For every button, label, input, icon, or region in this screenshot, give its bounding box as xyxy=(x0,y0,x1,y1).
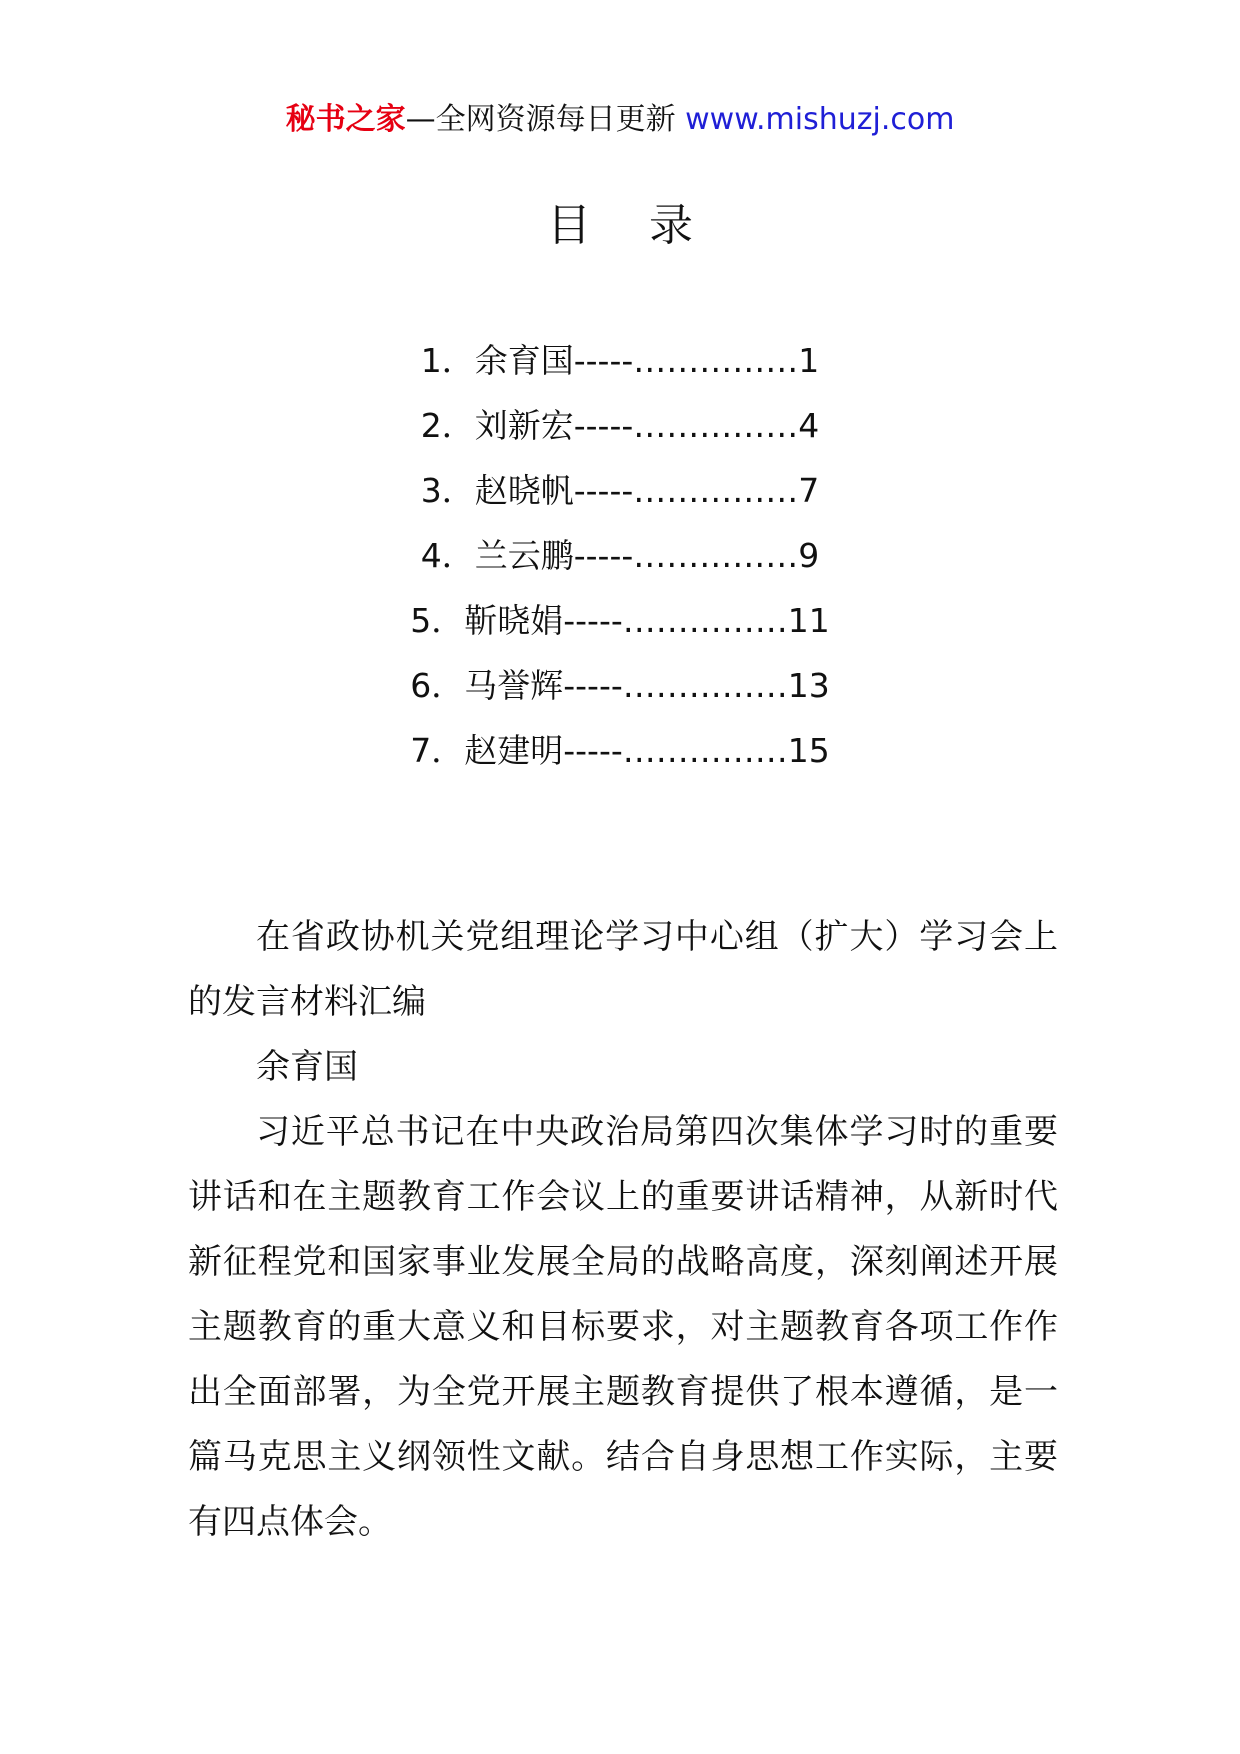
speaker-name: 余育国 xyxy=(256,1047,358,1087)
toc-list xyxy=(0,328,1240,783)
toc-item[interactable]: 6．马誉辉-----……………13 xyxy=(410,666,830,705)
toc-item[interactable]: 5．靳晓娟-----……………11 xyxy=(410,601,830,640)
document-body xyxy=(188,905,1058,1555)
toc-item[interactable]: 1．余育国-----……………1 xyxy=(420,341,820,380)
toc-item[interactable]: 4．兰云鹏-----……………9 xyxy=(420,536,820,575)
site-brand: 秘书之家 xyxy=(285,102,406,137)
toc-item[interactable]: 3．赵晓帆-----……………7 xyxy=(420,471,820,510)
site-tagline: —全网资源每日更新 xyxy=(405,102,676,137)
toc-item[interactable]: 7．赵建明-----……………15 xyxy=(410,731,830,770)
document-heading: 在省政协机关党组理论学习中心组（扩大）学习会上的发言材料汇编 xyxy=(188,917,1058,1022)
site-url-link[interactable]: www.mishuzj.com xyxy=(685,102,955,137)
toc-title: 目录 xyxy=(547,200,751,251)
site-header xyxy=(0,100,1240,140)
body-paragraph: 习近平总书记在中央政治局第四次集体学习时的重要讲话和在主题教育工作会议上的重要讲话精神，从新时代新征程党和国家事业发展全局的战略高度，深刻阐述开展主题教育的重大意义和目标要求，对主题教育各项工作作出全面部署，为全党开展主题教育提供了根本遵循，是一篇马克思主义纲领性文献。结合自身思想工作实际，主要有四点体会。 xyxy=(188,1112,1058,1542)
toc-item[interactable]: 2．刘新宏-----……………4 xyxy=(420,406,820,445)
